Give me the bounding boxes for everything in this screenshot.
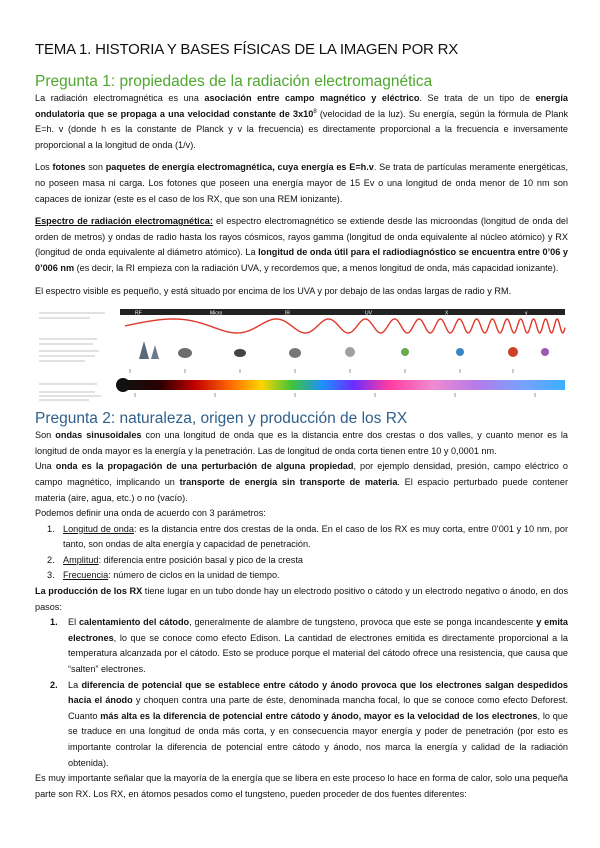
text-run: (es decir, la RI empieza con la radiación UVA, y recordemos que, a menos longitud de onda, más capacidad ionizante).: [74, 262, 559, 273]
band-label: RF: [135, 310, 142, 317]
cell-icon: [345, 347, 355, 357]
document-title: TEMA 1. HISTORIA Y BASES FÍSICAS DE LA IMAGEN POR RX: [35, 41, 459, 58]
scale-objects-row: [139, 341, 549, 359]
spectrum-svg: [35, 307, 568, 401]
needle-icon: [289, 348, 301, 358]
band-bar: [120, 309, 565, 315]
q1-paragraph-4: El espectro visible es pequeño, y está situado por encima de los UVA y por debajo de las ondas largas de radio y RM.: [35, 285, 512, 296]
bold-run: energía ondulatoria que se propaga a una velocidad constante de 3x10: [35, 93, 568, 119]
list-item: [35, 615, 568, 677]
band-label: UV: [365, 310, 372, 317]
list-term: Longitud de onda: [63, 523, 134, 534]
production-steps-list: [35, 615, 568, 771]
text-run: . Se trata de partículas meramente energéticas, no poseen masa ni carga. Los fotones que poseen una energía mayor de 15 Ev o una longitud de onda menor de 10 nm son capaces de ionizar (este es el caso de los RX, que son una REM ionizante).: [35, 162, 568, 204]
insect-icon: [234, 349, 246, 357]
wavelength-sine-wave: [125, 319, 565, 333]
band-label: IR: [285, 310, 290, 317]
list-number: 1.: [47, 523, 55, 534]
bold-underlined-run: Espectro de radiación electromagnética:: [35, 216, 213, 227]
bold-run: y emita electrones: [68, 617, 568, 643]
bacteria-icon: [401, 348, 409, 356]
list-number: 2.: [47, 554, 55, 565]
nucleus-icon: [541, 348, 549, 356]
band-header: [120, 309, 565, 317]
bold-run: transporte de energía sin transporte de materia: [179, 476, 398, 487]
text-run: Los: [35, 162, 53, 173]
list-text: : es la distancia entre dos crestas de la onda. En el caso de los RX es muy corta, entre 0’001 y 10 nm, por tanto, son ondas de alta energía y capacidad de penetración.: [63, 523, 568, 550]
atom-icon: [508, 347, 518, 357]
text-run: Son: [35, 430, 56, 441]
text-run: (velocidad de la luz). Su energía, según la fórmula de Plank E=h. v (donde h es la constante de Planck y v la frecuencia) es directamente proporcional a la frecuencia e inversamente proporcional a la longitud de onda (1/v).: [35, 108, 569, 150]
list-number: 2.: [50, 679, 58, 690]
molecule-icon: [456, 348, 464, 356]
energy-ticks: [135, 393, 535, 397]
text-run: . El espacio perturbado puede contener materia (aire, agua, etc.) o no (vacío).: [35, 476, 568, 503]
q2-paragraph-2: [35, 459, 568, 506]
text-run: El: [68, 617, 79, 628]
frequency-ticks: [130, 369, 513, 373]
building-icon: [151, 345, 159, 359]
band-label: Micro: [210, 310, 223, 317]
building-icon: [139, 341, 149, 359]
list-text: : número de ciclos en la unidad de tiempo.: [108, 570, 280, 581]
text-run: , generalmente de alambre de tungsteno, provoca que este se ponga incandescente: [189, 617, 537, 628]
text-run: , lo que se conoce como efecto Edison. La cantidad de electrones emitida es directamente proporcional a la temperatura alcanzada por el cátodo. Esto se produce porque el material del cátodo ofrece una resistencia, que causa que “salten” electrones.: [68, 632, 568, 675]
text-run: con una longitud de onda que es la distancia entre dos crestas o dos valles, y cuanto menor es la longitud de onda mayor es la energía y la penetración. Las de longitud de onda corta tienen entre 10 y 0,0001 nm.: [35, 430, 568, 456]
q1-paragraph-1: [35, 91, 568, 153]
question-2-heading: Pregunta 2: naturaleza, origen y producción de los RX: [35, 410, 408, 428]
bold-run: diferencia de potencial que se establece entre cátodo y ánodo provoca que los electrones salgan despedidos hacia el ánodo: [68, 679, 568, 706]
superscript: 8: [313, 108, 317, 115]
q1-paragraph-2: [35, 160, 568, 207]
q2-paragraph-4: [35, 584, 568, 615]
text-run: La: [68, 679, 82, 690]
text-run: La radiación electromagnética es una: [35, 93, 205, 103]
list-text: : diferencia entre posición basal y pico de la cresta: [98, 554, 303, 565]
q1-paragraph-3: [35, 214, 568, 276]
bold-run: fotones: [52, 162, 86, 173]
band-label: γ: [525, 310, 528, 317]
person-icon: [178, 348, 192, 358]
text-run: son: [85, 162, 106, 173]
list-term: Frecuencia: [63, 570, 109, 581]
text-run: tiene lugar en un tubo donde hay un electrodo positivo o cátodo y un electrodo negativo o ánodo, en dos pasos:: [35, 586, 569, 612]
list-item: [35, 553, 568, 569]
bold-run: La producción de los RX: [35, 586, 143, 597]
spectrum-gradient-bar: [125, 380, 565, 390]
list-number: 3.: [47, 570, 55, 581]
text-run: Una: [35, 461, 56, 472]
list-item: [35, 522, 568, 553]
text-run: el espectro electromagnético se extiende desde las microondas (longitud de onda del orden de metros) y ondas de radio hasta los rayos cósmicos, rayos gamma (longitud de onda equivalente al núcleo atómico) y RX (longitud de onda equivalente al diámetro atómico). La: [35, 216, 568, 258]
electromagnetic-spectrum-figure: [35, 307, 568, 401]
bold-run: calentamiento del cátodo: [78, 617, 190, 628]
bold-run: paquetes de energía electromagnética, cuya energía es E=h.v: [105, 162, 374, 173]
q2-paragraph-5: Es muy importante señalar que la mayoría de la energía que se libera en este proceso lo hace en forma de calor, solo una pequeña parte son RX. Los RX, en átomos pesados como el tungsteno, pueden proceder de dos fuentes diferentes:: [35, 773, 568, 799]
left-legend: [39, 313, 105, 400]
question-1-heading: Pregunta 1: propiedades de la radiación electromagnética: [35, 73, 433, 90]
bold-run: onda es la propagación de una perturbación de alguna propiedad: [55, 461, 354, 472]
list-number: 1.: [50, 617, 58, 628]
q2-paragraph-1: [35, 428, 568, 459]
q2-paragraph-3: Podemos definir una onda de acuerdo con 3 parámetros:: [35, 508, 266, 519]
text-run: y choquen contra una parte de éste, denominada mancha focal, lo que se conoce como efecto Deforest. Cuanto: [68, 695, 569, 721]
list-term: Amplitud: [63, 554, 99, 565]
text-run: , por ejemplo densidad, presión, campo eléctrico o campo magnético, implicando un: [35, 461, 568, 487]
bold-run: longitud de onda útil para el radiodiagnóstico se encuentra entre 0’06 y 0’006 nm: [35, 247, 568, 273]
wave-parameters-list: [35, 522, 568, 584]
text-run: , lo que se traduce en una longitud de onda más corta, y en consecuencia mayor energía y poder de penetración (por esto es importante controlar la diferencia de potencial entre cátodo y ánodo, nos marca la energía y calidad de la radiación obtenida).: [68, 710, 568, 768]
list-item: [35, 568, 568, 584]
list-item: [35, 678, 568, 772]
text-run: . Se trata de un tipo de: [419, 93, 536, 103]
bold-run: más alta es la diferencia de potencial entre cátodo y ánodo, mayor es la velocidad de los electrones: [100, 710, 538, 721]
band-label: X: [445, 310, 449, 317]
bold-run: asociación entre campo magnético y eléctrico: [204, 93, 420, 103]
bold-run: ondas sinusoidales: [55, 430, 142, 441]
